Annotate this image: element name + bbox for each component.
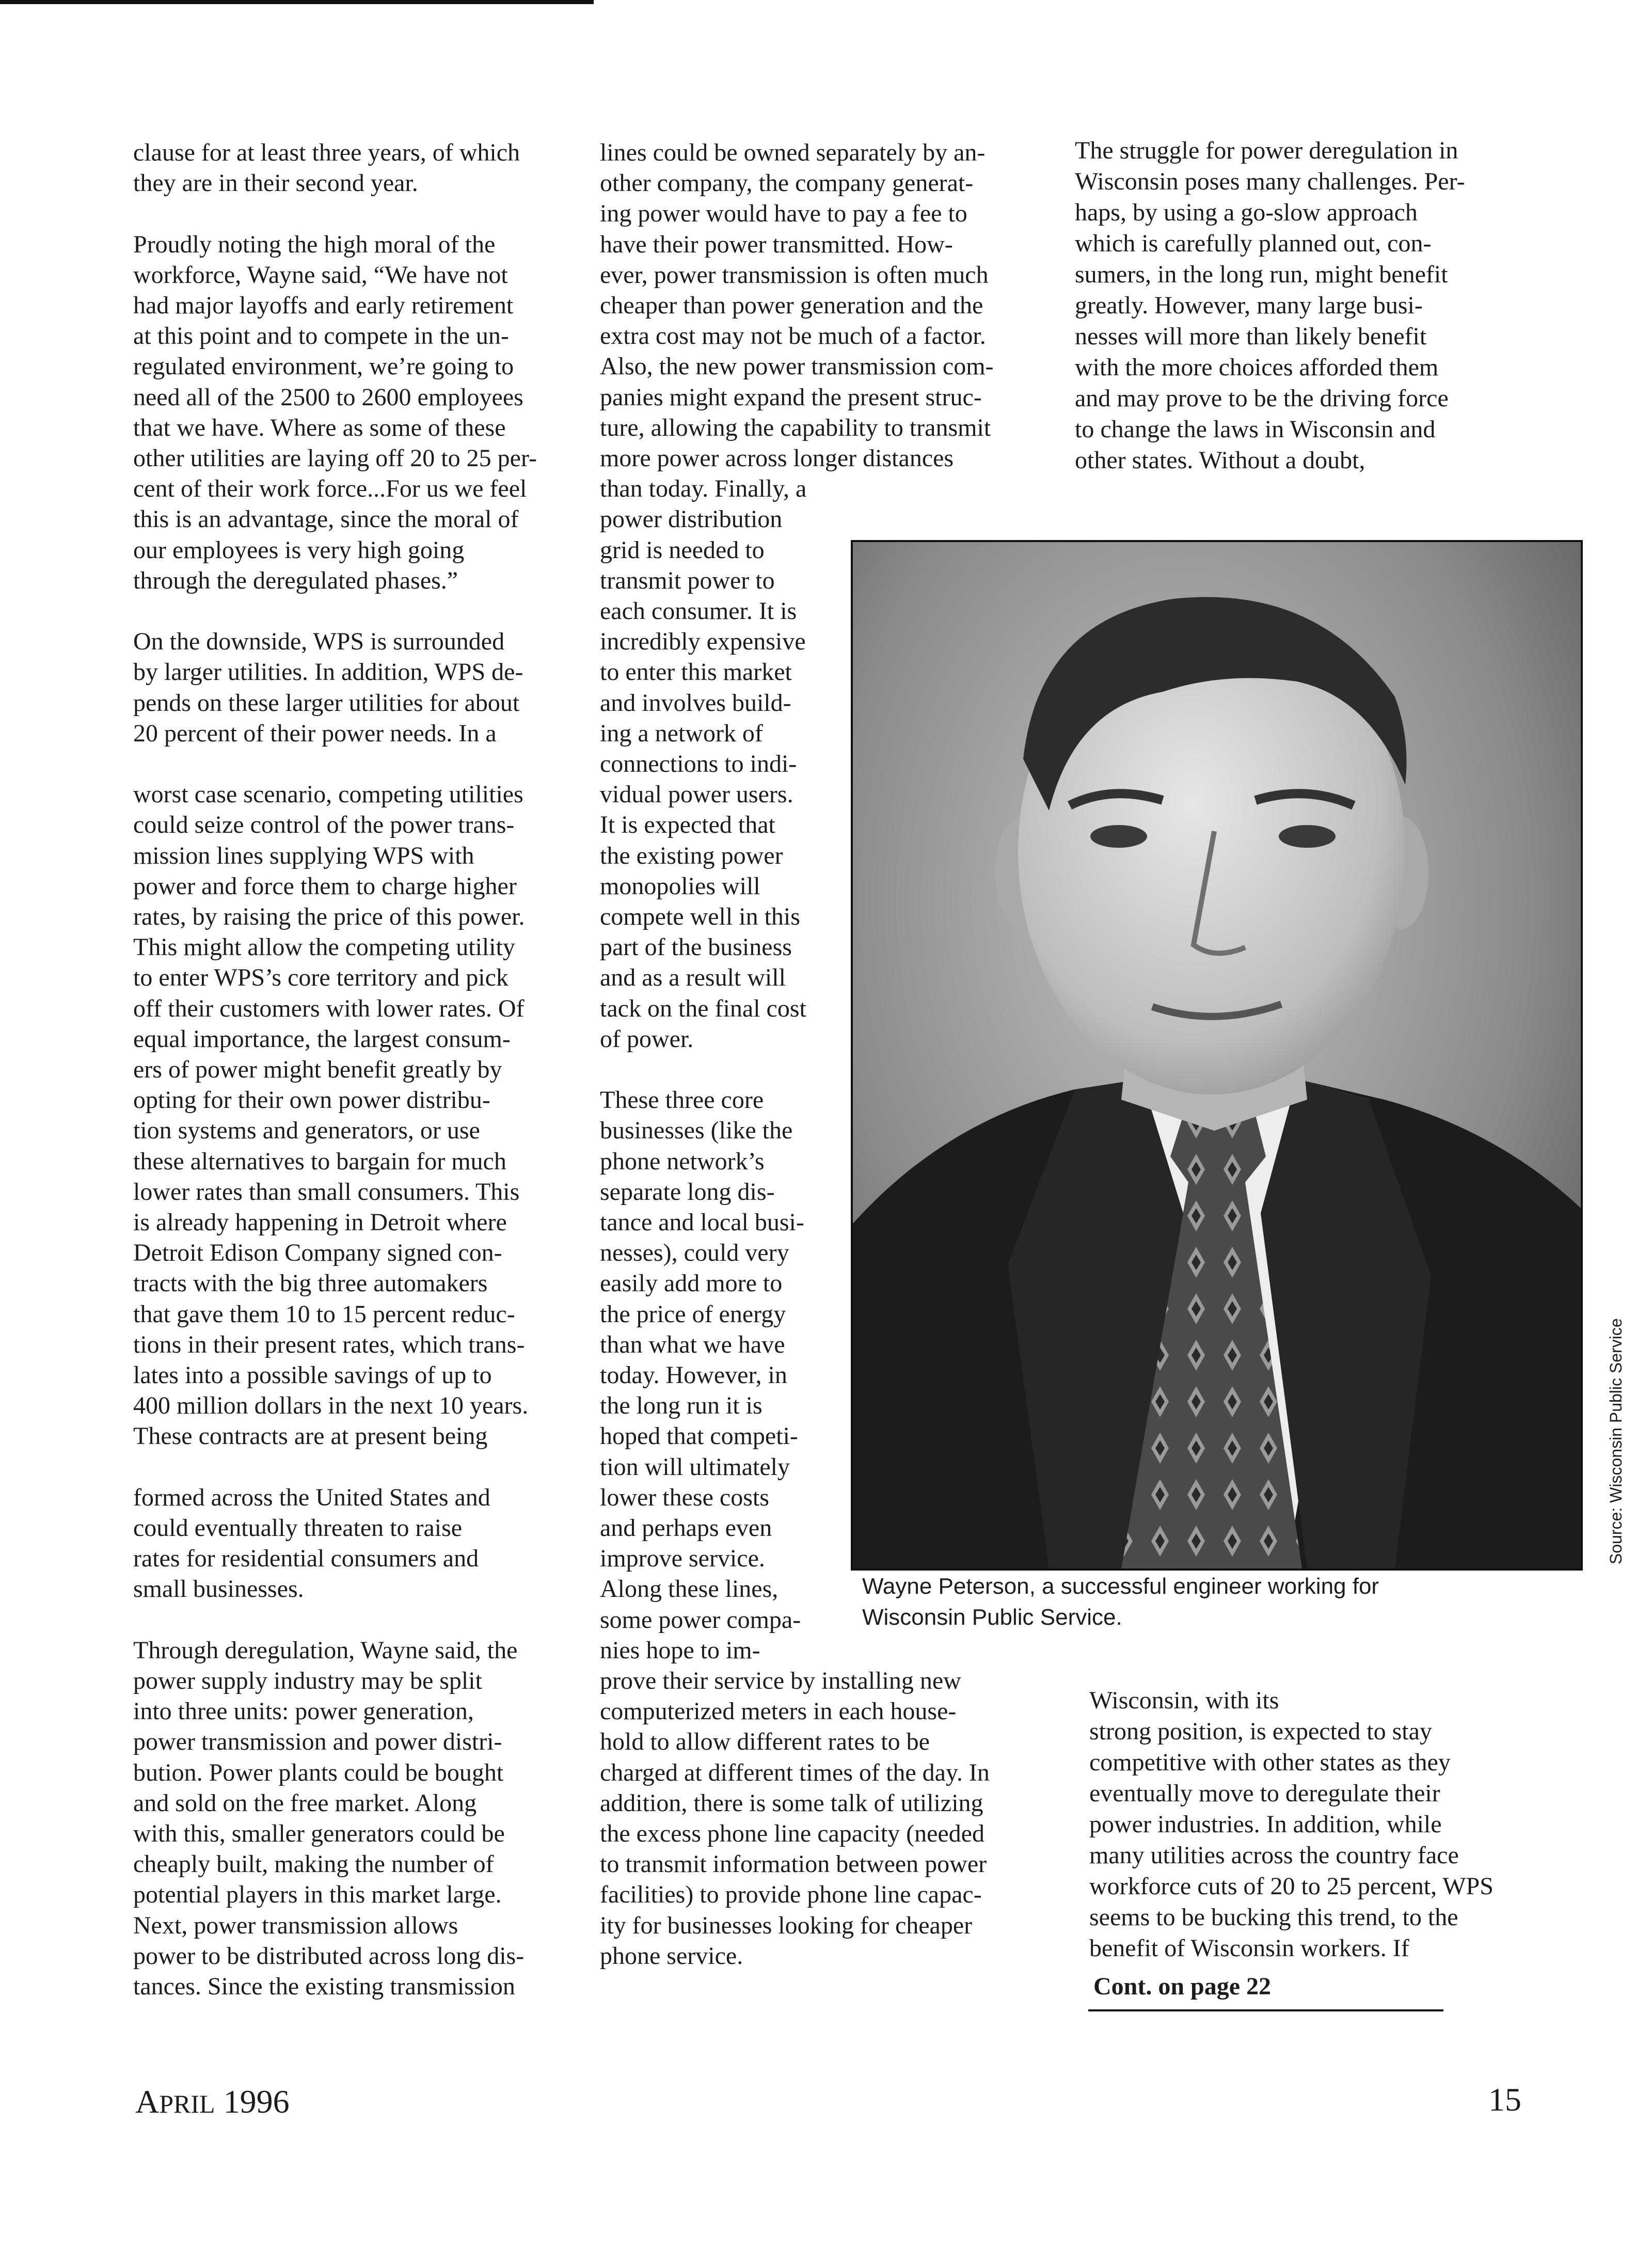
text-line: could eventually threaten to raise	[133, 1514, 463, 1542]
text-line: and perhaps even	[600, 1514, 772, 1542]
text-line: to enter WPS’s core territory and pick	[133, 964, 509, 992]
text-line: phone network’s	[600, 1147, 765, 1175]
text-line: transmit power to	[600, 566, 775, 594]
text-line: than today. Finally, a	[600, 475, 807, 503]
text-line: businesses (like the	[600, 1117, 793, 1145]
text-line: lower these costs	[600, 1483, 769, 1511]
text-line: Wisconsin, with its	[1089, 1687, 1279, 1714]
text-line: rates, by raising the price of this power.	[133, 903, 525, 930]
text-line: some power compa-	[600, 1606, 801, 1634]
text-line: mission lines supplying WPS with	[133, 842, 474, 869]
text-line: ers of power might benefit greatly by	[133, 1056, 502, 1083]
text-line: grid is needed to	[600, 536, 765, 564]
text-line: is already happening in Detroit where	[133, 1209, 507, 1236]
text-line: 20 percent of their power needs. In a	[133, 719, 497, 747]
text-line: which is carefully planned out, con-	[1075, 230, 1432, 257]
text-line: 400 million dollars in the next 10 years.	[133, 1392, 529, 1420]
text-line: ever, power transmission is often much	[600, 261, 989, 289]
text-line: cheaply built, making the number of	[133, 1850, 494, 1878]
text-line: could seize control of the power trans-	[133, 811, 515, 839]
text-line: than what we have	[600, 1330, 785, 1358]
text-line: to transmit information between power	[600, 1850, 987, 1878]
text-line: the excess phone line capacity (needed	[600, 1820, 984, 1847]
text-line: connections to indi-	[600, 750, 797, 778]
year: 1996	[223, 2083, 290, 2120]
text-line: prove their service by installing new	[600, 1667, 961, 1694]
text-line: tance and local busi-	[600, 1209, 804, 1236]
text-line: compete well in this	[600, 903, 800, 930]
text-line: our employees is very high going	[133, 536, 465, 564]
text-line: that gave them 10 to 15 percent reduc-	[133, 1300, 515, 1328]
text-line: hoped that competi-	[600, 1422, 798, 1450]
text-line: tions in their present rates, which trans-	[133, 1330, 525, 1358]
text-line: addition, there is some talk of utilizing	[600, 1789, 983, 1817]
text-line: potential players in this market large.	[133, 1881, 502, 1909]
text-line: ing a network of	[600, 719, 763, 747]
text-line: On the downside, WPS is surrounded	[133, 628, 505, 656]
text-line: haps, by using a go-slow approach	[1075, 199, 1418, 226]
text-line: benefit of Wisconsin workers. If	[1089, 1935, 1409, 1962]
text-line: tack on the final cost	[600, 994, 806, 1022]
text-line: nesses), could very	[600, 1239, 789, 1267]
text-line: and may prove to be the driving force	[1075, 385, 1449, 412]
text-line: of power.	[600, 1025, 694, 1053]
text-line: computerized meters in each house-	[600, 1698, 957, 1725]
text-line: at this point and to compete in the un-	[133, 322, 509, 350]
text-line: formed across the United States and	[133, 1483, 490, 1511]
photo-caption-line-1: Wayne Peterson, a successful engineer working for	[862, 1574, 1379, 1599]
text-line: lines could be owned separately by an-	[600, 139, 986, 166]
text-line: bution. Power plants could be bought	[133, 1758, 504, 1786]
text-line: power and force them to charge higher	[133, 872, 517, 900]
text-line: have their power transmitted. How-	[600, 230, 953, 258]
text-line: these alternatives to bargain for much	[133, 1147, 506, 1175]
text-line: panies might expand the present struc-	[600, 383, 982, 411]
text-line: many utilities across the country face	[1089, 1842, 1459, 1869]
continuation-link[interactable]: Cont. on page 22	[1093, 1973, 1272, 2000]
text-line: Wisconsin poses many challenges. Per-	[1075, 168, 1465, 195]
text-line: with this, smaller generators could be	[133, 1820, 505, 1847]
text-line: This might allow the competing utility	[133, 933, 515, 961]
text-line: tances. Since the existing transmission	[133, 1973, 515, 2000]
text-line: each consumer. It is	[600, 597, 797, 625]
text-line: today. However, in	[600, 1361, 787, 1389]
text-line: cheaper than power generation and the	[600, 292, 983, 319]
text-line: workforce cuts of 20 to 25 percent, WPS	[1089, 1873, 1494, 1900]
text-line: opting for their own power distribu-	[133, 1086, 490, 1114]
text-line: lates into a possible savings of up to	[133, 1361, 492, 1389]
text-line: seems to be bucking this trend, to the	[1089, 1904, 1458, 1931]
text-line: small businesses.	[133, 1575, 304, 1603]
text-line: ing power would have to pay a fee to	[600, 200, 967, 228]
text-line: more power across longer distances	[600, 445, 954, 472]
top-rule	[0, 0, 594, 4]
text-line: worst case scenario, competing utilities	[133, 781, 523, 809]
text-line: Proudly noting the high moral of the	[133, 230, 496, 258]
text-line: they are in their second year.	[133, 169, 418, 197]
text-line: tracts with the big three automakers	[133, 1270, 488, 1297]
text-line: charged at different times of the day. In	[600, 1758, 990, 1786]
text-line: the price of energy	[600, 1300, 786, 1328]
text-line: strong position, is expected to stay	[1089, 1718, 1432, 1745]
text-line: Through deregulation, Wayne said, the	[133, 1636, 518, 1664]
text-line: off their customers with lower rates. Of	[133, 994, 525, 1022]
month-rest: PRIL	[159, 2089, 215, 2118]
text-line: equal importance, the largest consum-	[133, 1025, 511, 1053]
text-line: clause for at least three years, of which	[133, 139, 520, 166]
text-line: power transmission and power distri-	[133, 1728, 502, 1756]
text-line: tion systems and generators, or use	[133, 1117, 480, 1145]
text-line: this is an advantage, since the moral of	[133, 505, 519, 533]
text-line: It is expected that	[600, 811, 775, 839]
text-line: phone service.	[600, 1942, 743, 1970]
text-line: cent of their work force...For us we feel	[133, 475, 527, 503]
continuation-rule	[1088, 2009, 1443, 2011]
text-line: and sold on the free market. Along	[133, 1789, 477, 1817]
text-line: nies hope to im-	[600, 1636, 760, 1664]
text-line: that we have. Where as some of these	[133, 414, 506, 441]
text-line: Along these lines,	[600, 1575, 779, 1603]
text-line: power distribution	[600, 505, 783, 533]
text-line: tion will ultimately	[600, 1453, 790, 1481]
text-line: eventually move to deregulate their	[1089, 1780, 1440, 1807]
text-line: easily add more to	[600, 1270, 783, 1297]
text-line: power supply industry may be split	[133, 1667, 482, 1694]
text-line: other company, the company generat-	[600, 169, 974, 197]
text-line: other states. Without a doubt,	[1075, 447, 1365, 474]
text-line: regulated environment, we’re going to	[133, 353, 514, 381]
text-line: and involves build-	[600, 689, 791, 717]
text-line: and as a result will	[600, 964, 786, 992]
issue-date	[135, 2083, 290, 2121]
text-line: other utilities are laying off 20 to 25 per-	[133, 445, 537, 472]
text-line: to enter this market	[600, 658, 792, 686]
text-line: workforce, Wayne said, “We have not	[133, 261, 508, 289]
page-number: 15	[1488, 2081, 1521, 2118]
text-line: ture, allowing the capability to transmit	[600, 414, 991, 441]
text-line: Next, power transmission allows	[133, 1911, 458, 1939]
text-line: through the deregulated phases.”	[133, 566, 458, 594]
text-line: facilities) to provide phone line capac-	[600, 1881, 982, 1909]
text-line: power to be distributed across long dis-	[133, 1942, 525, 1970]
text-line: Detroit Edison Company signed con-	[133, 1239, 502, 1267]
text-line: the long run it is	[600, 1392, 763, 1420]
portrait-illustration	[853, 542, 1581, 1568]
text-line: pends on these larger utilities for about	[133, 689, 520, 717]
text-line: vidual power users.	[600, 781, 793, 809]
text-line: part of the business	[600, 933, 792, 961]
month-initial: A	[135, 2083, 160, 2120]
text-line: power industries. In addition, while	[1089, 1811, 1442, 1838]
text-line: into three units: power generation,	[133, 1698, 474, 1725]
text-line: the existing power	[600, 842, 783, 869]
text-line: to change the laws in Wisconsin and	[1075, 416, 1436, 443]
text-line: lower rates than small consumers. This	[133, 1178, 520, 1206]
text-line: incredibly expensive	[600, 628, 806, 656]
text-line: separate long dis-	[600, 1178, 775, 1206]
text-line: These contracts are at present being	[133, 1422, 488, 1450]
text-line: monopolies will	[600, 872, 760, 900]
text-line: nesses will more than likely benefit	[1075, 323, 1427, 350]
text-line: Also, the new power transmission com-	[600, 353, 994, 381]
text-line: rates for residential consumers and	[133, 1545, 479, 1573]
text-line: need all of the 2500 to 2600 employees	[133, 383, 523, 411]
text-line: extra cost may not be much of a factor.	[600, 322, 986, 350]
photo-caption-line-2: Wisconsin Public Service.	[862, 1605, 1122, 1630]
portrait-photo	[851, 540, 1583, 1571]
photo-credit: Source: Wisconsin Public Service	[1607, 1318, 1625, 1564]
text-line: hold to allow different rates to be	[600, 1728, 930, 1756]
text-line: The struggle for power deregulation in	[1075, 137, 1458, 164]
text-line: ity for businesses looking for cheaper	[600, 1911, 973, 1939]
text-line: with the more choices afforded them	[1075, 354, 1439, 381]
text-line: by larger utilities. In addition, WPS de-	[133, 658, 523, 686]
text-line: had major layoffs and early retirement	[133, 292, 514, 319]
text-line: competitive with other states as they	[1089, 1749, 1451, 1776]
text-line: greatly. However, many large busi-	[1075, 292, 1423, 319]
text-line: improve service.	[600, 1545, 765, 1573]
text-line: These three core	[600, 1086, 764, 1114]
text-line: sumers, in the long run, might benefit	[1075, 261, 1448, 288]
